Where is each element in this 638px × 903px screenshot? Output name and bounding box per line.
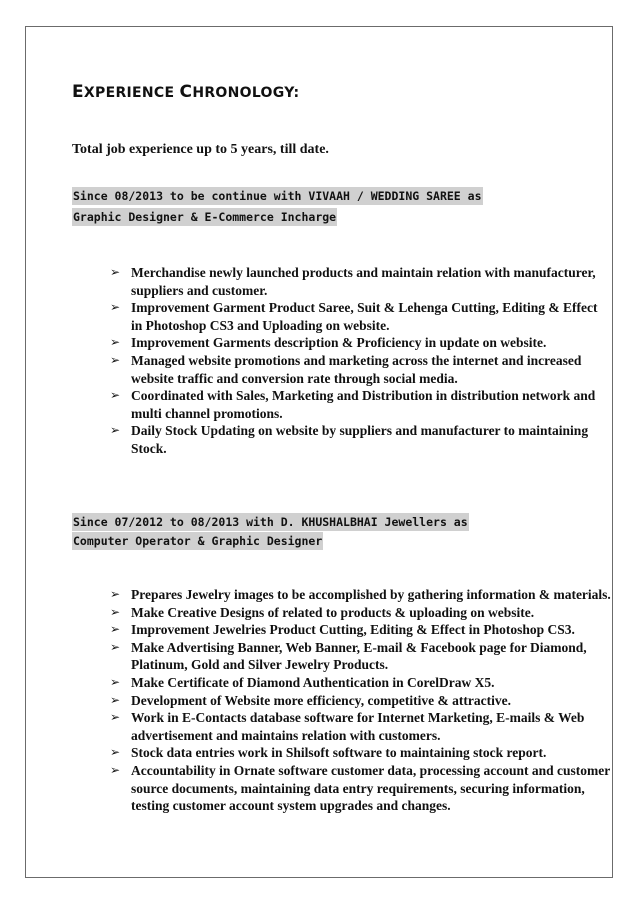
arrow-bullet-icon: ➢ xyxy=(110,762,121,777)
list-item xyxy=(110,387,597,422)
section-heading-experience: EXPERIENCE CHRONOLOGY: xyxy=(72,82,300,102)
list-item xyxy=(110,639,611,674)
arrow-bullet-icon: ➢ xyxy=(110,604,121,619)
arrow-bullet-icon: ➢ xyxy=(110,710,121,725)
list-item-text: suppliers and customer. xyxy=(131,282,268,298)
list-item xyxy=(110,744,611,762)
arrow-bullet-icon: ➢ xyxy=(110,674,121,689)
list-item-text: Managed website promotions and marketing across the internet and increased xyxy=(131,352,582,368)
list-item-text: Improvement Garments description & Proficiency in update on website. xyxy=(131,335,547,351)
list-item-text: Stock data entries work in Shilsoft software to maintaining stock report. xyxy=(131,745,547,761)
arrow-bullet-icon: ➢ xyxy=(110,388,121,403)
list-item-text: Coordinated with Sales, Marketing and Distribution in distribution network and xyxy=(131,388,596,404)
arrow-bullet-icon: ➢ xyxy=(110,639,121,654)
list-item-text: Improvement Garment Product Saree, Suit & Lehenga Cutting, Editing & Effect xyxy=(131,300,598,316)
list-item-text: Development of Website more efficiency, competitive & attractive. xyxy=(131,692,511,708)
list-item-text: Accountability in Ornate software customer data, processing account and customer xyxy=(131,762,611,778)
list-item-text: Make Certificate of Diamond Authentication in CorelDraw X5. xyxy=(131,674,495,690)
list-item-text: Make Advertising Banner, Web Banner, E-mail & Facebook page for Diamond, xyxy=(131,639,587,655)
arrow-bullet-icon: ➢ xyxy=(110,352,121,367)
list-item-text: in Photoshop CS3 and Uploading on website. xyxy=(131,317,390,333)
job-2-title-line-2: Computer Operator & Graphic Designer xyxy=(73,534,323,548)
list-item-text: multi channel promotions. xyxy=(131,405,283,421)
list-item xyxy=(110,334,597,352)
job-1-title-line-2: Graphic Designer & E-Commerce Incharge xyxy=(73,210,337,224)
arrow-bullet-icon: ➢ xyxy=(110,423,121,438)
list-item xyxy=(110,762,611,815)
arrow-bullet-icon: ➢ xyxy=(110,692,121,707)
list-item xyxy=(110,422,597,457)
job-2-title-line-1: Since 07/2012 to 08/2013 with D. KHUSHALBHAI Jewellers as xyxy=(73,515,468,529)
list-item-text: Stock. xyxy=(131,440,167,456)
arrow-bullet-icon: ➢ xyxy=(110,622,121,637)
job-1-responsibilities xyxy=(110,264,597,458)
list-item xyxy=(110,264,597,299)
list-item-text: testing customer account system upgrades and changes. xyxy=(131,798,451,814)
arrow-bullet-icon: ➢ xyxy=(110,300,121,315)
job-2-responsibilities xyxy=(110,586,611,815)
list-item xyxy=(110,709,611,744)
arrow-bullet-icon: ➢ xyxy=(110,745,121,760)
list-item xyxy=(110,621,611,639)
list-item-text: Platinum, Gold and Silver Jewelry Products. xyxy=(131,657,389,673)
total-experience: Total job experience up to 5 years, till date. xyxy=(72,142,329,157)
job-1-title-line-1: Since 08/2013 to be continue with VIVAAH / WEDDING SAREE as xyxy=(73,189,482,203)
arrow-bullet-icon: ➢ xyxy=(110,265,121,279)
list-item-text: Daily Stock Updating on website by suppliers and manufacturer to maintaining xyxy=(131,423,589,439)
arrow-bullet-icon: ➢ xyxy=(110,587,121,601)
list-item-text: advertisement and maintains relation with customers. xyxy=(131,727,441,743)
list-item xyxy=(110,586,611,604)
list-item xyxy=(110,674,611,692)
list-item xyxy=(110,604,611,622)
list-item-text: source documents, maintaining data entry requirements, securing information, xyxy=(131,780,585,796)
list-item-text: Prepares Jewelry images to be accomplished by gathering information & materials. xyxy=(131,587,611,602)
list-item xyxy=(110,692,611,710)
list-item-text: Merchandise newly launched products and maintain relation with manufacturer, xyxy=(131,265,596,280)
list-item-text: Improvement Jewelries Product Cutting, Editing & Effect in Photoshop CS3. xyxy=(131,622,575,638)
list-item xyxy=(110,299,597,334)
list-item-text: Work in E-Contacts database software for Internet Marketing, E-mails & Web xyxy=(131,710,585,726)
list-item-text: Make Creative Designs of related to products & uploading on website. xyxy=(131,604,535,620)
list-item xyxy=(110,352,597,387)
list-item-text: website traffic and conversion rate through social media. xyxy=(131,370,458,386)
arrow-bullet-icon: ➢ xyxy=(110,335,121,350)
